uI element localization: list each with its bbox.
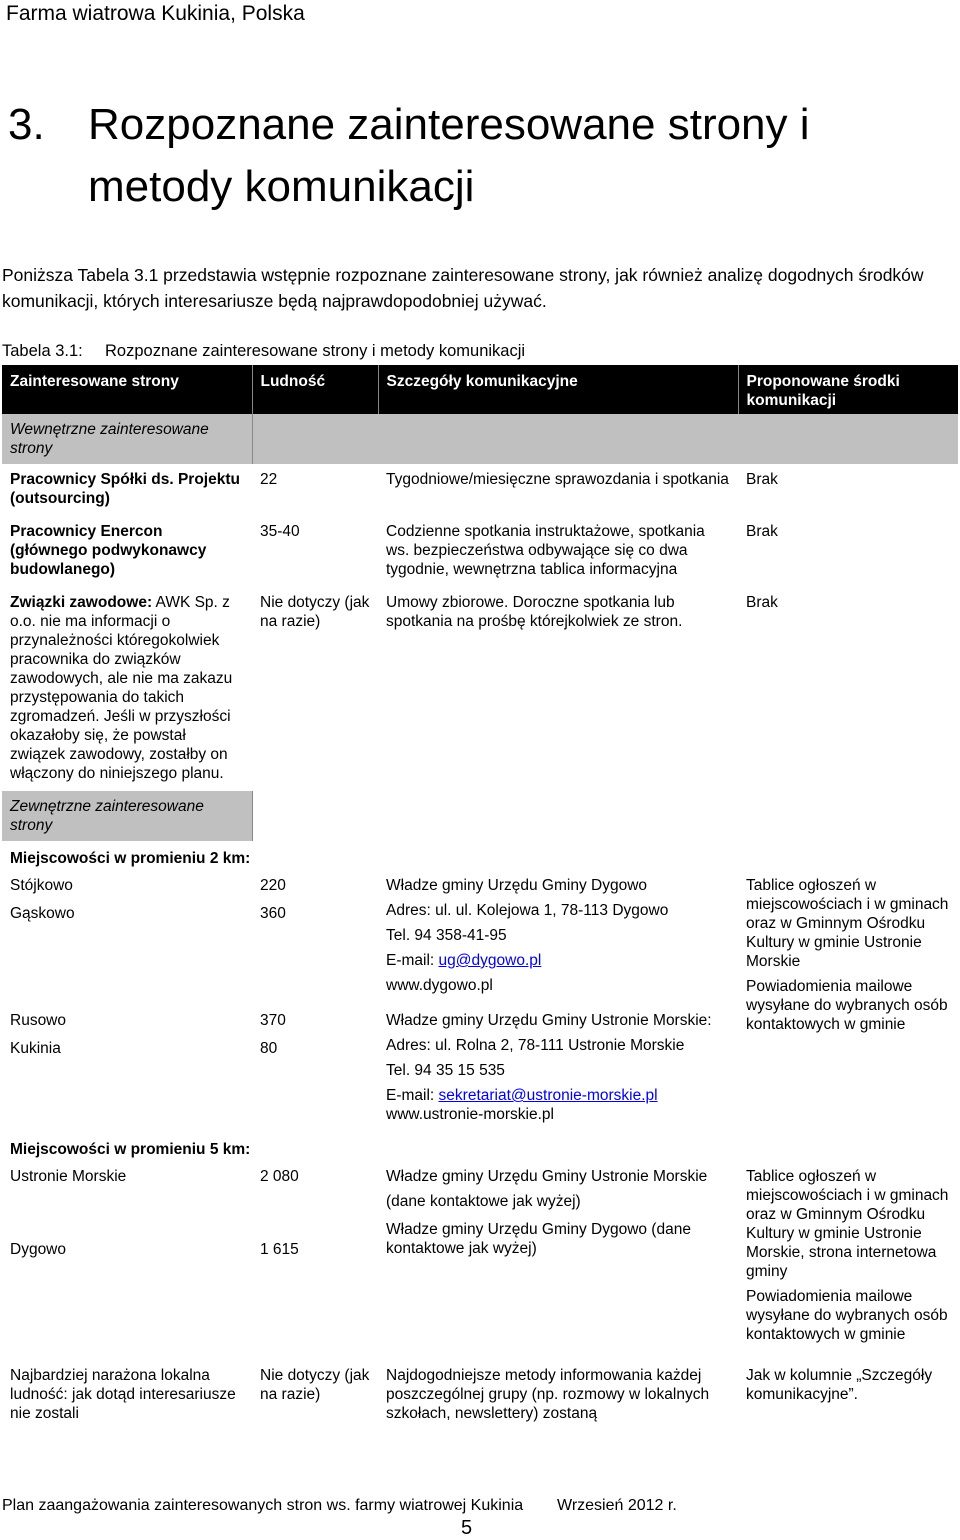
footer-title: Plan zaangażowania zainteresowanych stron ws. farmy wiatrowej Kukinia <box>2 1497 524 1514</box>
village-gaskowo: Gąskowo <box>10 905 75 922</box>
party-cell: Pracownicy Spółki ds. Projektu (outsourcing) <box>10 471 240 507</box>
email-label: E-mail: <box>386 1087 439 1104</box>
table-row <box>2 516 958 587</box>
dygowo-5km-authority: Władze gminy Urzędu Gminy Dygowo (dane kontaktowe jak wyżej) <box>386 1221 691 1257</box>
means-5km-boards: Tablice ogłoszeń w miejscowościach i w gminach oraz w Gminnym Ośrodku Kultury w gminie Ustronie Morskie, strona internetowa gminy <box>746 1168 949 1280</box>
table-row <box>2 1364 958 1425</box>
pop-stojkowo: 220 <box>260 877 286 894</box>
village-ustronie: Ustronie Morskie <box>10 1168 127 1185</box>
means-5km-email: Powiadomienia mailowe wysyłane do wybranych osób kontaktowych w gminie <box>746 1288 948 1343</box>
dygowo-email-line <box>386 951 730 970</box>
section-row-internal <box>2 414 958 464</box>
means-cell <box>738 1161 958 1364</box>
party-cell <box>2 1003 252 1132</box>
party-cell: Najbardziej narażona lokalna ludność: jak dotąd interesariusze nie zostali <box>10 1367 236 1422</box>
village-dygowo: Dygowo <box>10 1241 66 1258</box>
union-label: Związki zawodowe: <box>10 594 153 611</box>
dygowo-email-link[interactable]: ug@dygowo.pl <box>438 952 542 969</box>
details-cell: Codzienne spotkania instruktażowe, spotkania ws. bezpieczeństwa odbywające się co dwa tygodnie, wewnętrzna tablica informacyjna <box>386 523 705 578</box>
population-cell: 22 <box>260 471 278 488</box>
header-details: Szczegóły komunikacyjne <box>378 365 738 414</box>
loc5-label: Miejscowości w promieniu 5 km: <box>10 1141 251 1158</box>
header-population: Ludność <box>252 365 378 414</box>
pop-gaskowo: 360 <box>260 905 286 922</box>
party-cell <box>2 587 252 791</box>
pop-dygowo: 1 615 <box>260 1241 299 1258</box>
table-row <box>2 870 958 1003</box>
caption-label: Tabela 3.1: <box>2 342 83 360</box>
header-stakeholders: Zainteresowane strony <box>2 365 252 414</box>
village-rusowo: Rusowo <box>10 1012 66 1029</box>
population-cell: 35-40 <box>260 523 300 540</box>
union-text: AWK Sp. z o.o. nie ma informacji o przynależności któregokolwiek pracownika do związków zawodowych, ale nie ma zakazu przystępowania do takich zgromadzeń. Jeśli w przyszłości okazałoby się, że powstał związek zawodowy, zostałby on włączony do niniejszego planu. <box>10 594 233 782</box>
population-cell <box>252 1003 378 1132</box>
means-cell: Brak <box>746 594 778 611</box>
table-header-row <box>2 365 958 414</box>
means-cell: Brak <box>746 471 778 488</box>
population-cell: Nie dotyczy (jak na razie) <box>260 594 370 630</box>
internal-section-label: Wewnętrzne zainteresowane strony <box>2 414 252 464</box>
loc2-label: Miejscowości w promieniu 2 km: <box>10 850 251 867</box>
details-cell <box>378 1003 738 1132</box>
population-cell <box>252 1161 378 1364</box>
table-caption <box>2 342 526 361</box>
location-group-row <box>2 1132 958 1161</box>
details-cell: Najdogodniejsze metody informowania każdej poszczególnej grupy (np. rozmowy w lokalnych szkołach, newslettery) zostaną <box>386 1367 710 1422</box>
means-cell: Brak <box>746 523 778 540</box>
details-cell <box>378 870 738 1003</box>
population-cell: Nie dotyczy (jak na razie) <box>260 1367 370 1403</box>
population-cell <box>252 870 378 1003</box>
pop-ustronie: 2 080 <box>260 1168 299 1185</box>
dygowo-address: Adres: ul. ul. Kolejowa 1, 78-113 Dygowo <box>386 902 669 919</box>
ustronie-5km-authority: Władze gminy Urzędu Gminy Ustronie Morskie <box>386 1168 708 1185</box>
details-cell: Umowy zbiorowe. Doroczne spotkania lub spotkania na prośbę którejkolwiek ze stron. <box>386 594 683 630</box>
section-title: Rozpoznane zainteresowane strony i metody komunikacji <box>88 100 810 211</box>
ustronie-email-link[interactable]: sekretariat@ustronie-morskie.pl <box>438 1087 658 1104</box>
details-cell: Tygodniowe/miesięczne sprawozdania i spotkania <box>386 471 729 488</box>
ustronie-www: www.ustronie-morskie.pl <box>386 1106 554 1123</box>
village-stojkowo: Stójkowo <box>10 877 73 894</box>
table-row <box>2 587 958 791</box>
intro-paragraph: Poniższa Tabela 3.1 przedstawia wstępnie rozpoznane zainteresowane strony, jak również analizę dogodnych środków komunikacji, których interesariusze będą najprawdopodobniej używać. <box>2 265 924 311</box>
pop-kukinia: 80 <box>260 1040 278 1057</box>
dygowo-authority: Władze gminy Urzędu Gminy Dygowo <box>386 877 648 894</box>
pop-rusowo: 370 <box>260 1012 286 1029</box>
ustronie-5km-contact: (dane kontaktowe jak wyżej) <box>386 1193 581 1210</box>
table-row <box>2 464 958 516</box>
ustronie-authority: Władze gminy Urzędu Gminy Ustronie Morskie: <box>386 1012 712 1029</box>
party-cell: Pracownicy Enercon (głównego podwykonawcy budowlanego) <box>10 523 207 578</box>
section-number: 3. <box>8 100 45 149</box>
external-section-label: Zewnętrzne zainteresowane strony <box>2 791 252 841</box>
location-group-row <box>2 841 958 870</box>
footer <box>2 1497 677 1515</box>
page-number: 5 <box>461 1517 473 1539</box>
means-cell <box>738 870 958 1132</box>
means-2km-email: Powiadomienia mailowe wysyłane do wybranych osób kontaktowych w gminie <box>746 978 948 1033</box>
village-kukinia: Kukinia <box>10 1040 61 1057</box>
document-header: Farma wiatrowa Kukinia, Polska <box>6 2 305 25</box>
email-label: E-mail: <box>386 952 439 969</box>
dygowo-www: www.dygowo.pl <box>386 977 493 994</box>
header-means: Proponowane środki komunikacji <box>738 365 958 414</box>
dygowo-tel: Tel. 94 358-41-95 <box>386 927 507 944</box>
party-cell <box>2 1161 252 1364</box>
table-row <box>2 1161 958 1364</box>
stakeholder-table <box>2 365 958 1425</box>
ustronie-address: Adres: ul. Rolna 2, 78-111 Ustronie Morskie <box>386 1037 685 1054</box>
means-cell: Jak w kolumnie „Szczegóły komunikacyjne”. <box>746 1367 933 1403</box>
ustronie-email-line <box>386 1086 730 1105</box>
means-2km-boards: Tablice ogłoszeń w miejscowościach i w gminach oraz w Gminnym Ośrodku Kultury w gminie Ustronie Morskie <box>746 877 949 970</box>
party-cell <box>2 870 252 1003</box>
footer-date: Wrzesień 2012 r. <box>557 1497 677 1514</box>
ustronie-tel: Tel. 94 35 15 535 <box>386 1062 505 1079</box>
caption-text: Rozpoznane zainteresowane strony i metody komunikacji <box>105 342 526 360</box>
section-row-external <box>2 791 958 841</box>
details-cell <box>378 1161 738 1364</box>
